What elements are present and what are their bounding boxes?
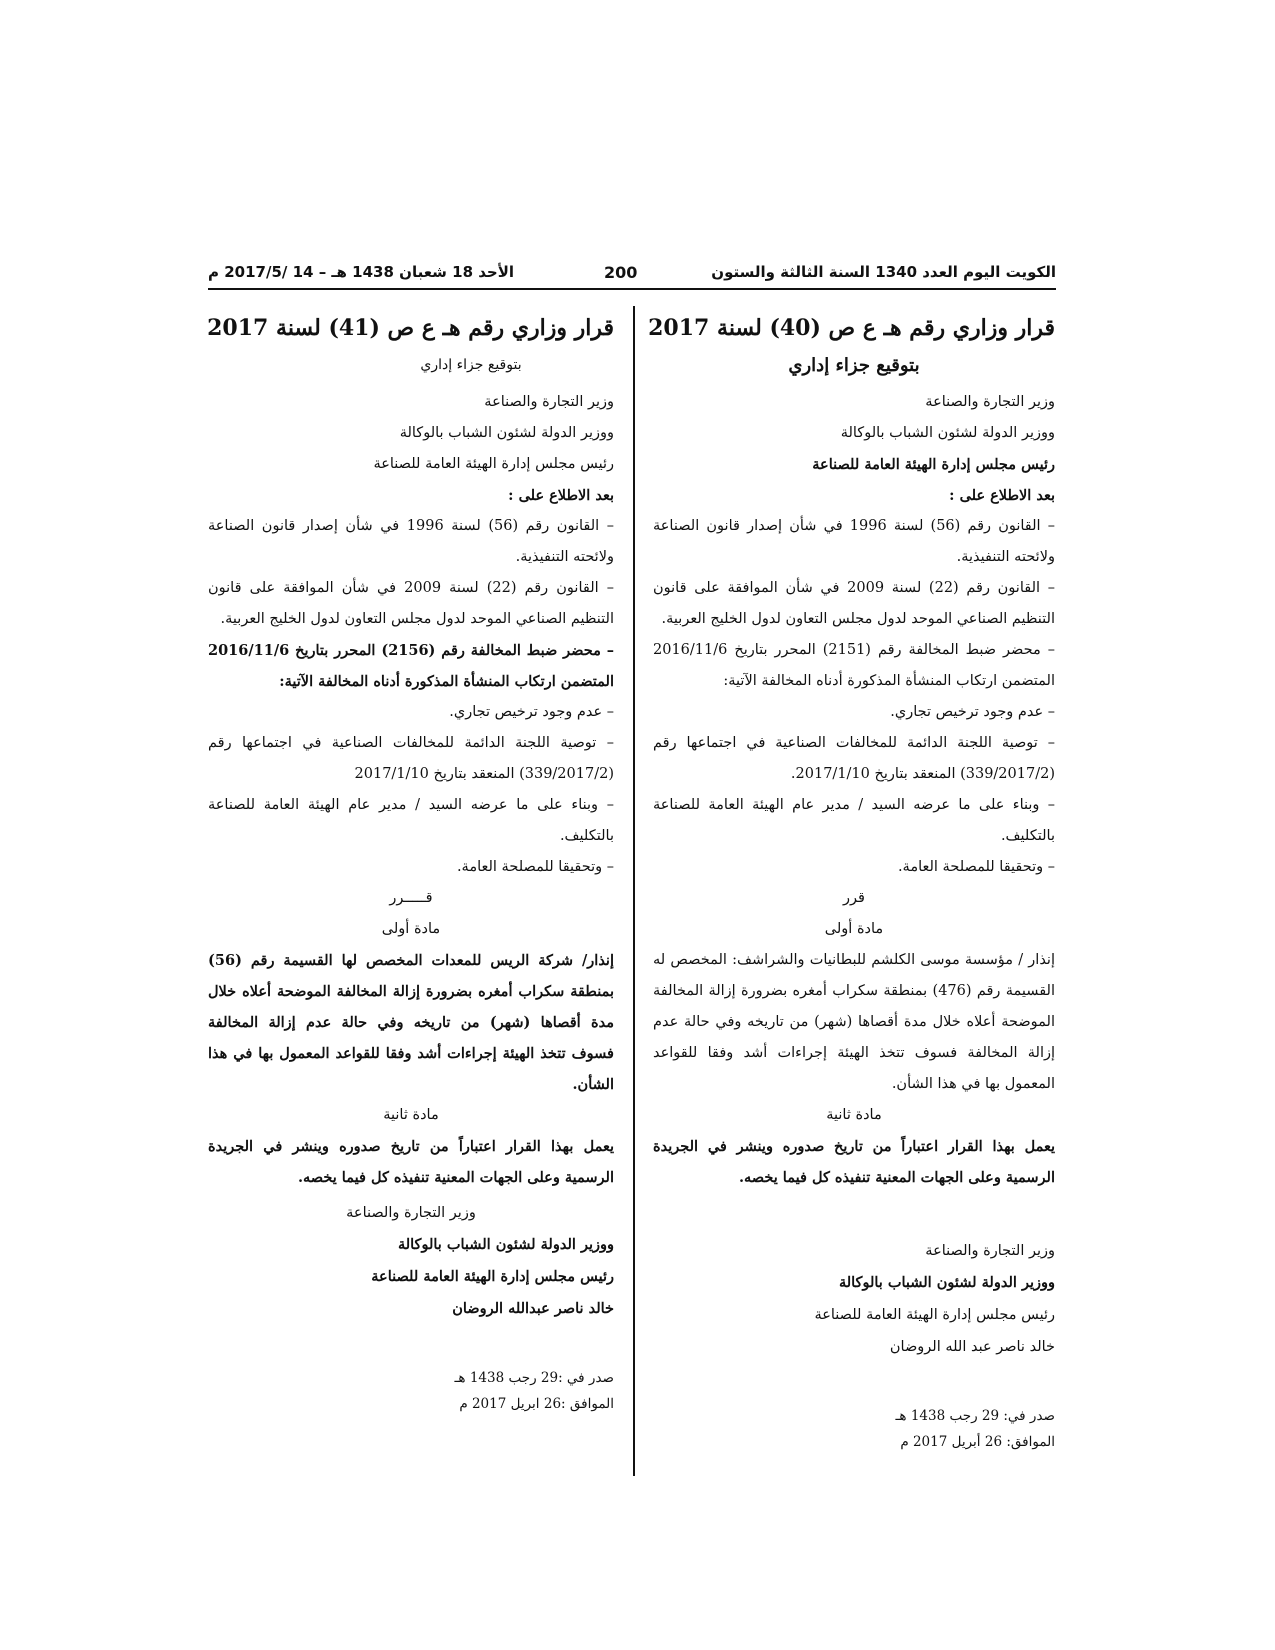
preamble-item: – محضر ضبط المخالفة رقم (2151) المحرر بتاريخ 2016/11/6 المتضمن ارتكاب المنشأة المذكورة أدناه المخالفة الآتية: [653, 642, 1055, 689]
issued-gregorian: الموافق :26 ابريل 2017 م [459, 1396, 614, 1412]
article-heading: مادة أولى [381, 921, 441, 937]
issuer-line: وزير التجارة والصناعة [484, 394, 614, 410]
signature-line: رئيس مجلس إدارة الهيئة العامة للصناعة [814, 1307, 1055, 1323]
decision-title: قرار وزاري رقم هـ ع ص (41) لسنة 2017 [207, 315, 614, 341]
signature-block [653, 1235, 1055, 1363]
decision-subtitle: بتوقيع جزاء إداري [788, 355, 920, 376]
signature-line: وزير التجارة والصناعة [925, 1243, 1055, 1259]
signature-block [208, 1197, 614, 1325]
article-text: يعمل بهذا القرار اعتباراً من تاريخ صدوره وينشر في الجريدة الرسمية وعلى الجهات المعنية تنفيذه كل فيما يخصه. [208, 1138, 614, 1186]
decision-40 [648, 310, 1055, 1455]
signature-line: وزير التجارة والصناعة [346, 1205, 476, 1221]
issued-hijri: صدر في: 29 رجب 1438 هـ [895, 1408, 1055, 1424]
signature-line: رئيس مجلس إدارة الهيئة العامة للصناعة [371, 1268, 614, 1285]
article-text: يعمل بهذا القرار اعتباراً من تاريخ صدوره وينشر في الجريدة الرسمية وعلى الجهات المعنية تنفيذه كل فيما يخصه. [653, 1138, 1055, 1186]
preamble-intro: بعد الاطلاع على : [508, 487, 614, 504]
preamble-item: – توصية اللجنة الدائمة للمخالفات الصناعية في اجتماعها رقم (339/2017/2) المنعقد بتاريخ 2017/1/10 [208, 735, 614, 782]
article-heading: مادة ثانية [826, 1107, 882, 1123]
preamble-item: – وبناء على ما عرضه السيد / مدير عام الهيئة العامة للصناعة بالتكليف. [208, 797, 614, 844]
preamble-item: – القانون رقم (56) لسنة 1996 في شأن إصدار قانون الصناعة ولائحته التنفيذية. [208, 518, 614, 565]
preamble-item: – عدم وجود ترخيص تجاري. [449, 704, 614, 720]
issue-date-block [653, 1403, 1055, 1455]
article-text: إنذار/ شركة الريس للمعدات المخصص لها القسيمة رقم (56) بمنطقة سكراب أمغره بضرورة إزالة المخالفة الموضحة أعلاه خلال مدة أقصاها (شهر) من تاريخه وفي حالة عدم إزالة المخالفة فسوف تتخذ الهيئة إجراءات أشد وفقا للقواعد المعمول بها في هذا الشأن. [208, 952, 614, 1093]
issued-hijri: صدر في :29 رجب 1438 هـ [454, 1370, 614, 1386]
preamble-item: – وبناء على ما عرضه السيد / مدير عام الهيئة العامة للصناعة بالتكليف. [653, 797, 1055, 844]
decision-title: قرار وزاري رقم هـ ع ص (40) لسنة 2017 [648, 315, 1055, 341]
page-number: 200 [604, 263, 638, 282]
signatory-name: خالد ناصر عبدالله الروضان [452, 1300, 614, 1317]
preamble-item: – عدم وجود ترخيص تجاري. [890, 704, 1055, 720]
decided-heading: قـــــرر [389, 890, 433, 906]
column-divider [633, 306, 635, 1476]
issue-date-block [208, 1365, 614, 1417]
article-heading: مادة أولى [824, 921, 884, 937]
issuer-line: ووزير الدولة لشئون الشباب بالوكالة [840, 425, 1055, 441]
gazette-issue-info: الكويت اليوم العدد 1340 السنة الثالثة والستون [711, 263, 1056, 281]
preamble-item: – القانون رقم (22) لسنة 2009 في شأن الموافقة على قانون التنظيم الصناعي الموحد لدول مجلس التعاون لدول الخليج العربية. [653, 580, 1055, 627]
signatory-name: خالد ناصر عبد الله الروضان [889, 1339, 1055, 1355]
issuer-line: ووزير الدولة لشئون الشباب بالوكالة [399, 425, 614, 441]
preamble-item: – توصية اللجنة الدائمة للمخالفات الصناعية في اجتماعها رقم (339/2017/2) المنعقد بتاريخ 2017/1/10. [653, 735, 1055, 782]
issued-gregorian: الموافق: 26 أبريل 2017 م [900, 1434, 1055, 1450]
article-heading: مادة ثانية [383, 1107, 439, 1123]
decision-41 [208, 310, 614, 1417]
issuer-line: رئيس مجلس إدارة الهيئة العامة للصناعة [373, 456, 614, 472]
decided-heading: قرر [843, 890, 865, 906]
preamble-item: – وتحقيقا للمصلحة العامة. [456, 859, 614, 875]
preamble-item: – القانون رقم (22) لسنة 2009 في شأن الموافقة على قانون التنظيم الصناعي الموحد لدول مجلس التعاون لدول الخليج العربية. [208, 580, 614, 627]
decision-subtitle: بتوقيع جزاء إداري [420, 357, 522, 373]
preamble-intro: بعد الاطلاع على : [949, 487, 1055, 504]
preamble-item: – محضر ضبط المخالفة رقم (2156) المحرر بتاريخ 2016/11/6 المتضمن ارتكاب المنشأة المذكورة أدناه المخالفة الآتية: [208, 642, 614, 690]
signature-line: ووزير الدولة لشئون الشباب بالوكالة [397, 1236, 614, 1253]
preamble-item: – وتحقيقا للمصلحة العامة. [897, 859, 1055, 875]
signature-line: ووزير الدولة لشئون الشباب بالوكالة [838, 1274, 1055, 1291]
page-header [208, 258, 1056, 290]
issuer-line: رئيس مجلس إدارة الهيئة العامة للصناعة [812, 456, 1055, 473]
issuer-line: وزير التجارة والصناعة [925, 394, 1055, 410]
issue-date: الأحد 18 شعبان 1438 هـ – 14 /2017/5 م [208, 263, 515, 281]
article-text: إنذار / مؤسسة موسى الكلشم للبطانيات والشراشف: المخصص له القسيمة رقم (476) بمنطقة سكراب أمغره بضرورة إزالة المخالفة الموضحة أعلاه خلال مدة أقصاها (شهر) من تاريخه وفي حالة عدم إزالة المخالفة فسوف تتخذ الهيئة إجراءات أشد وفقا للقواعد المعمول بها في هذا الشأن. [653, 952, 1055, 1092]
preamble-item: – القانون رقم (56) لسنة 1996 في شأن إصدار قانون الصناعة ولائحته التنفيذية. [653, 518, 1055, 565]
